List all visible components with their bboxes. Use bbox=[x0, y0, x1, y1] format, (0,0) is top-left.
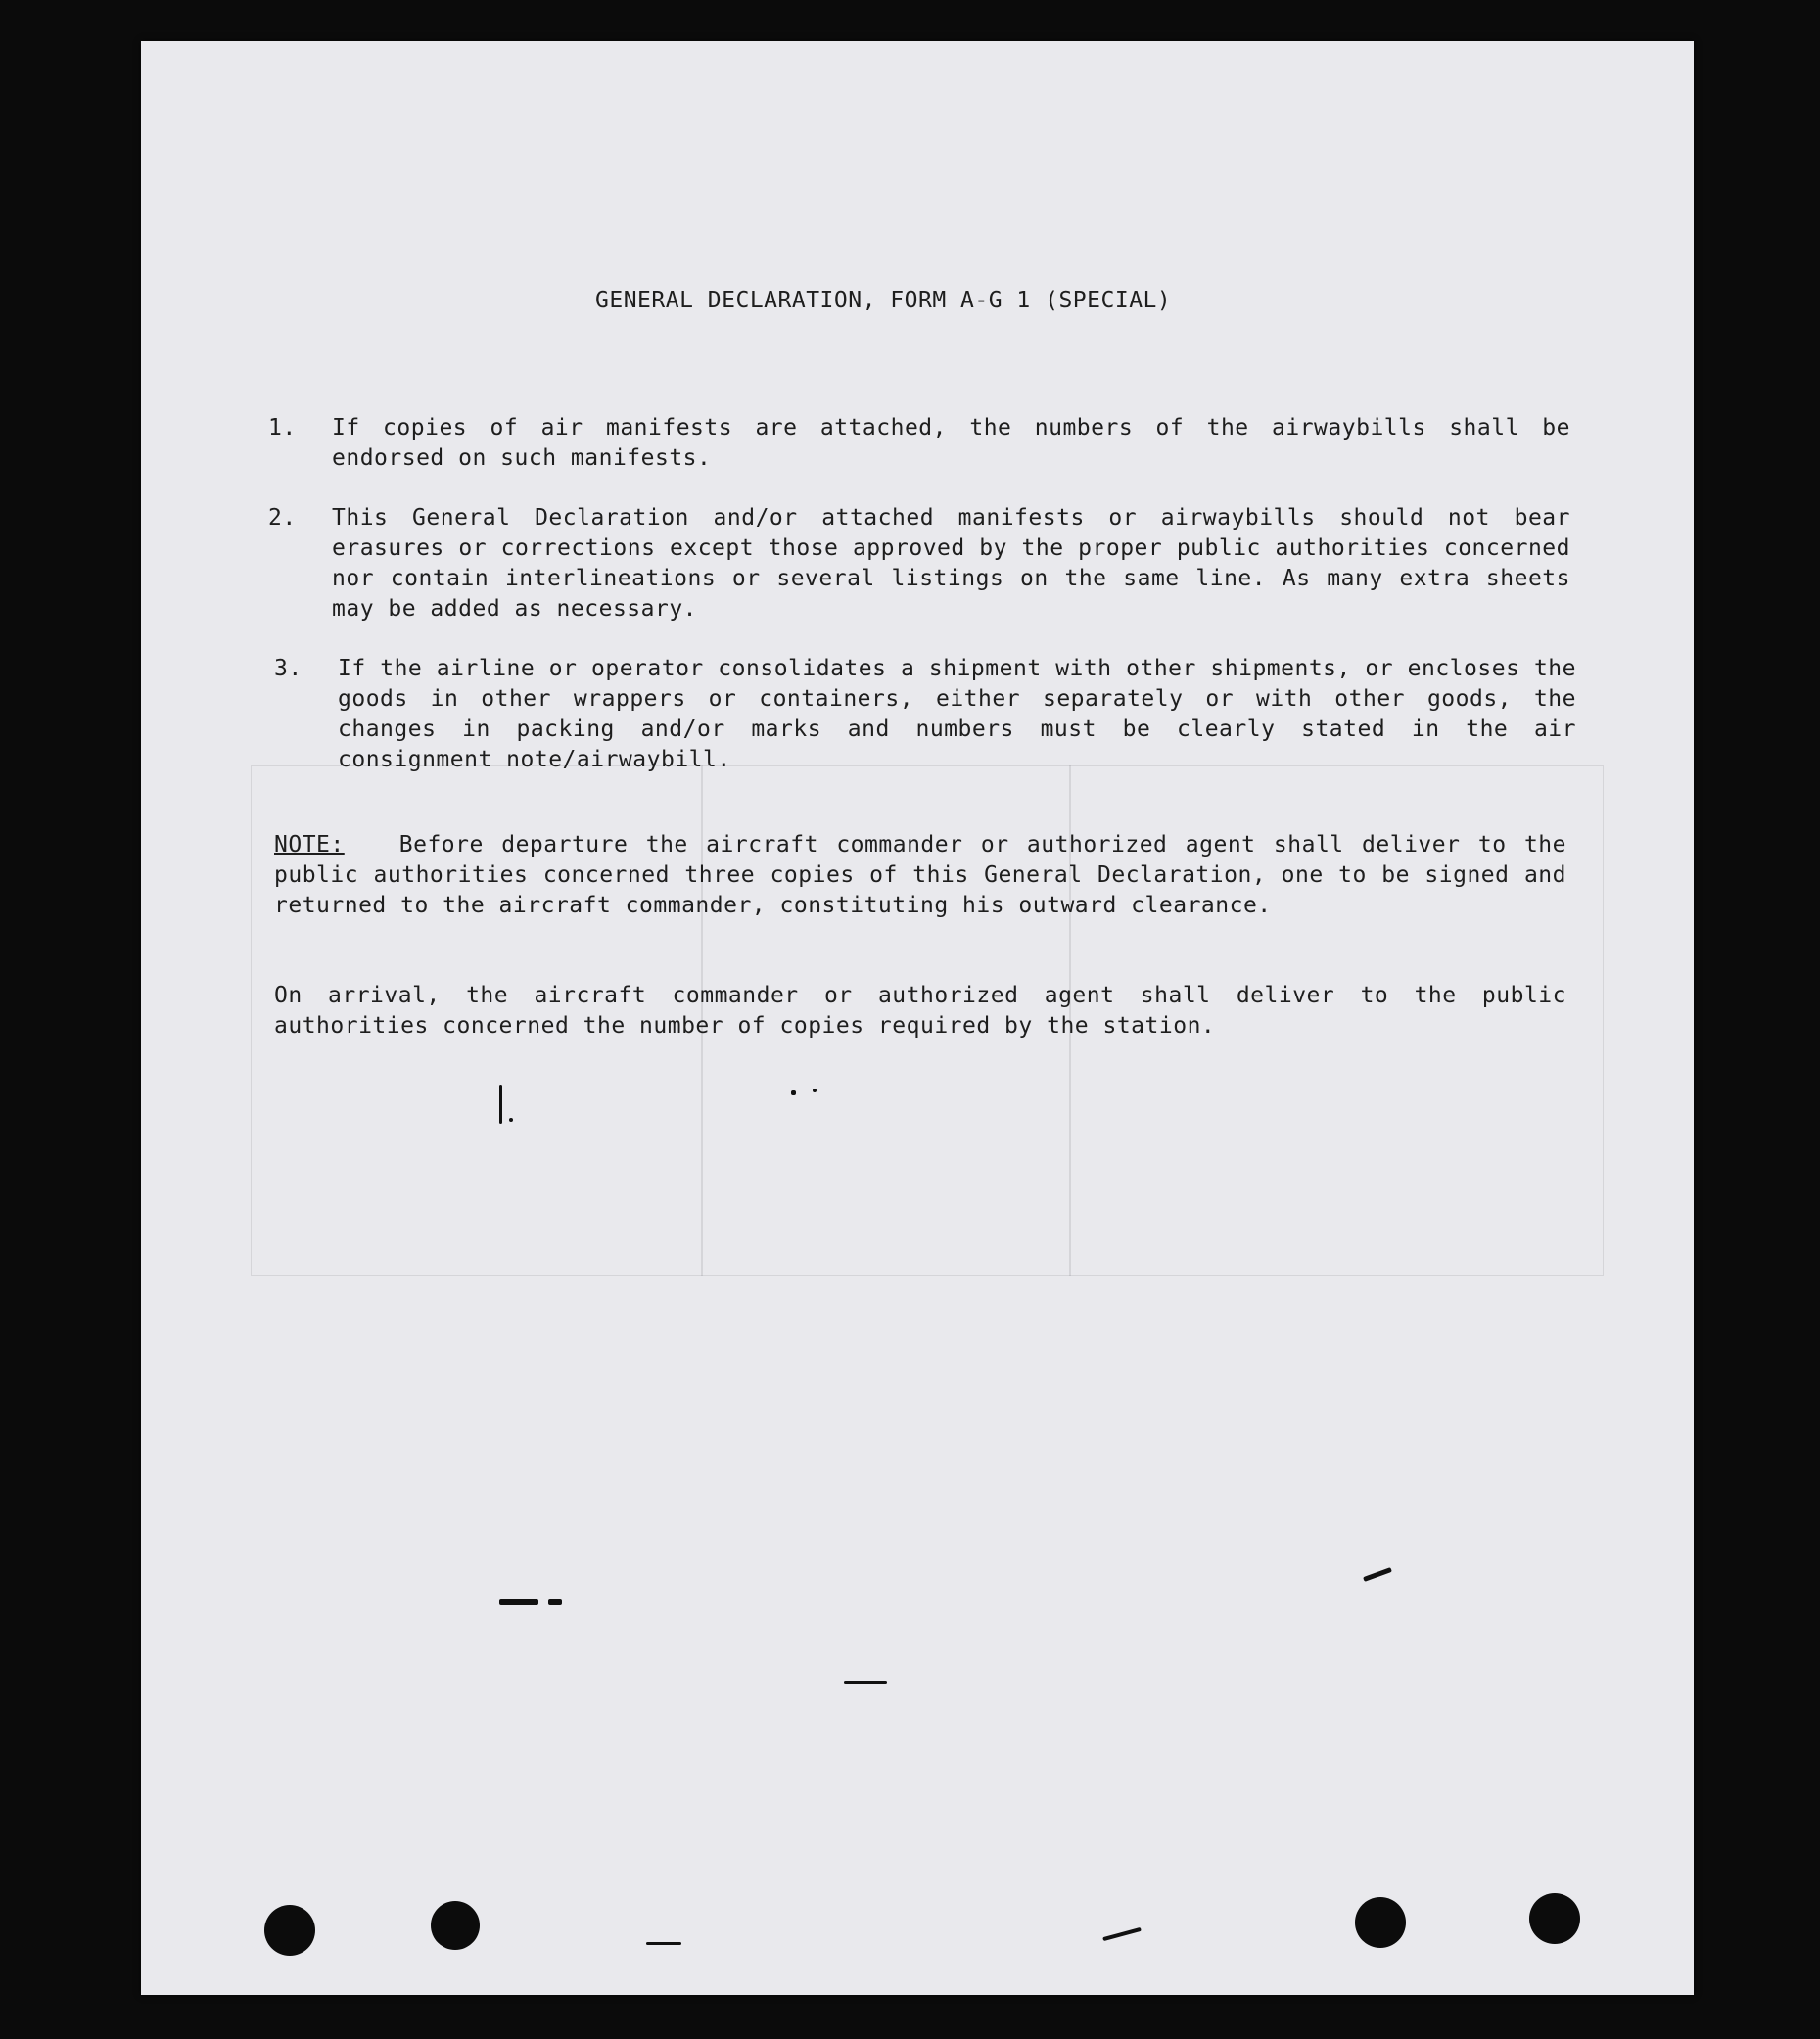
ink-speck bbox=[1363, 1567, 1392, 1582]
item-text: If the airline or operator consolidates a shipment with other shipments, or encloses the goods in other wrappers or containers, either separately or with other goods, the changes in packing and/or marks and numbers must be clearly stated in the air consignment note/airwaybill. bbox=[338, 656, 1576, 772]
ink-speck bbox=[844, 1681, 887, 1684]
ink-speck bbox=[499, 1085, 502, 1124]
item-text: This General Declaration and/or attached manifests or airwaybills should not bear erasures or corrections except those approved by the proper public authorities concerned nor contain interlineations or several listings on the same line. As many extra sheets may be added as necessary. bbox=[332, 505, 1570, 622]
document-page bbox=[141, 41, 1694, 1995]
punch-hole bbox=[1529, 1893, 1580, 1944]
instruction-item bbox=[268, 503, 1570, 625]
punch-hole bbox=[1355, 1897, 1406, 1948]
ink-speck bbox=[548, 1599, 562, 1605]
item-number: 1. bbox=[268, 415, 297, 440]
item-number: 2. bbox=[268, 505, 297, 531]
ink-speck bbox=[791, 1090, 796, 1095]
instruction-item bbox=[274, 654, 1576, 775]
ink-speck bbox=[646, 1942, 681, 1945]
note-paragraph bbox=[274, 830, 1566, 921]
ink-speck bbox=[1102, 1927, 1142, 1941]
item-number: 3. bbox=[274, 656, 303, 681]
punch-hole bbox=[431, 1901, 480, 1950]
document-title: GENERAL DECLARATION, FORM A-G 1 (SPECIAL) bbox=[595, 288, 1172, 313]
note-text: Before departure the aircraft commander or authorized agent shall deliver to the public authorities concerned three copies of this General Declaration, one to be signed and returned to the aircraft commander, constituting his outward clearance. bbox=[274, 832, 1566, 918]
ink-speck bbox=[499, 1599, 538, 1605]
arrival-paragraph: On arrival, the aircraft commander or authorized agent shall deliver to the public authorities concerned the number of copies required by the station. bbox=[274, 983, 1566, 1039]
punch-hole bbox=[264, 1905, 315, 1956]
instruction-item bbox=[268, 413, 1570, 474]
note-label: NOTE: bbox=[274, 832, 345, 857]
ink-speck bbox=[813, 1089, 817, 1092]
ink-speck bbox=[509, 1118, 513, 1122]
item-text: If copies of air manifests are attached, the numbers of the airwaybills shall be endorsed on such manifests. bbox=[332, 415, 1570, 471]
